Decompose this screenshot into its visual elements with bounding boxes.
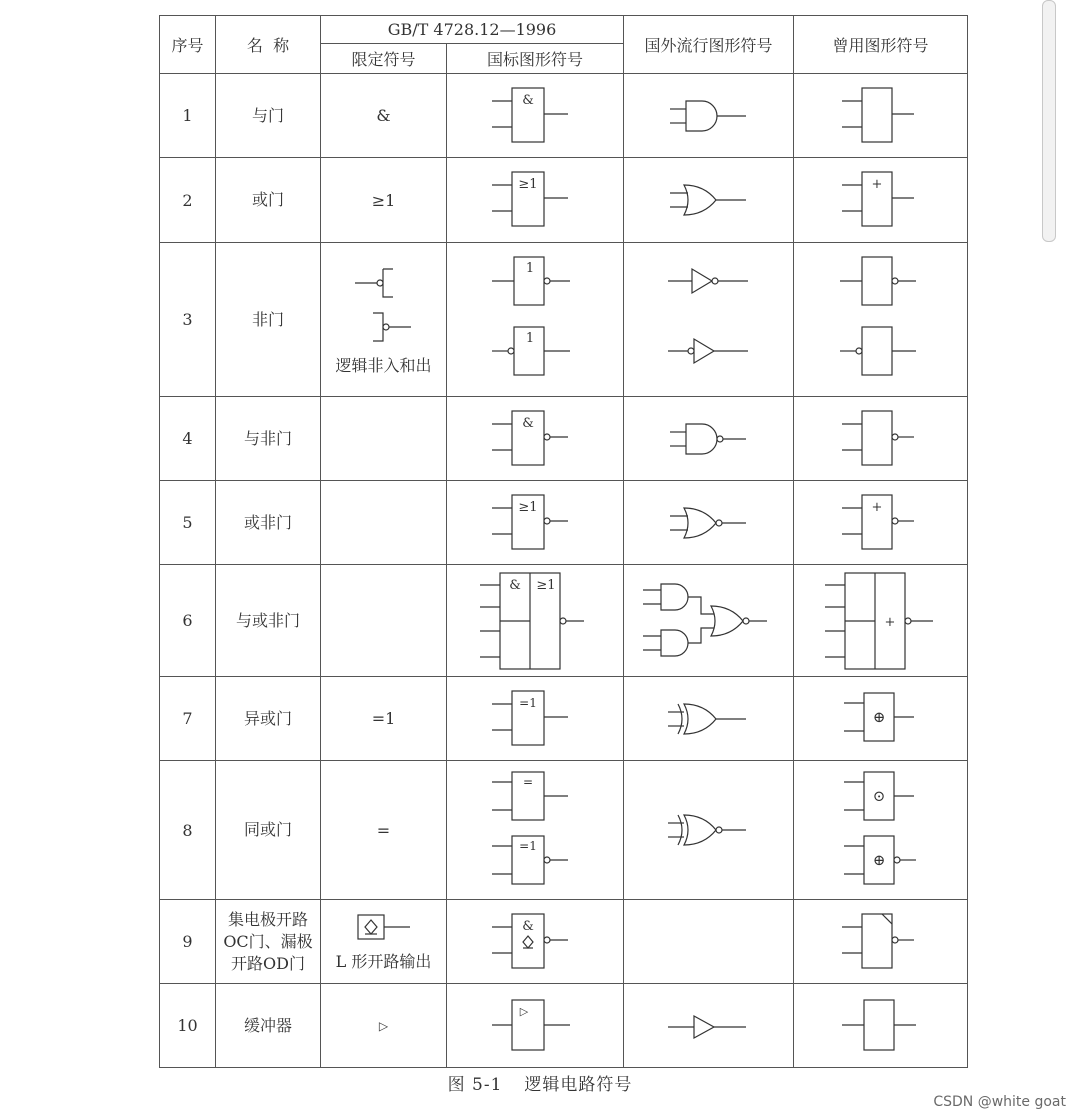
gb-label: &: [522, 92, 534, 108]
row-name: 缓冲器: [216, 984, 321, 1068]
old-label: +: [884, 614, 895, 630]
foreign-xnor-gate-symbol: [624, 761, 794, 900]
row-name: 与门: [216, 74, 321, 158]
gb-nor-gate-symbol: [447, 481, 624, 565]
old-label: ⊙: [872, 787, 885, 805]
header-national-symbol: 国标图形符号: [447, 44, 624, 74]
qualifier-symbol: [321, 565, 447, 677]
row-number: 5: [160, 481, 216, 565]
gb-label: ≥1: [518, 499, 538, 515]
figure-title: 逻辑电路符号: [524, 1075, 633, 1095]
old-xor-gate-symbol: [794, 677, 968, 761]
foreign-buffer-symbol: [624, 984, 794, 1068]
row-number: 1: [160, 74, 216, 158]
qualifier-symbol: ≥1: [321, 158, 447, 243]
foreign-and-gate-symbol: [624, 74, 794, 158]
old-not-gate-symbol: [794, 243, 968, 397]
table-row: [160, 761, 968, 900]
foreign-nor-gate-symbol: [624, 481, 794, 565]
gb-xor-gate-symbol: [447, 677, 624, 761]
gb-label: ≥1: [518, 177, 538, 192]
table-row: [160, 158, 968, 243]
row-number: 7: [160, 677, 216, 761]
old-buffer-symbol: [794, 984, 968, 1068]
table-row: [160, 900, 968, 984]
gb-buffer-symbol: [447, 984, 624, 1068]
gb-label: =1: [519, 695, 537, 710]
scrollbar-thumb[interactable]: [1042, 0, 1056, 242]
table-row: [160, 677, 968, 761]
row-name: 非门: [216, 243, 321, 397]
watermark: CSDN @white goat: [933, 1094, 1066, 1110]
table-row: [160, 481, 968, 565]
table-row: [160, 984, 968, 1068]
gb-aoi-gate-symbol: [447, 565, 624, 677]
foreign-xor-gate-symbol: [624, 677, 794, 761]
header-old-symbol: 曾用图形符号: [794, 16, 968, 74]
table-row: [160, 243, 968, 397]
row-name: 或门: [216, 158, 321, 243]
row-number: 3: [160, 243, 216, 397]
foreign-aoi-gate-symbol: [624, 565, 794, 677]
old-label-2: ⊕: [872, 851, 885, 869]
qualifier-symbol: [321, 397, 447, 481]
figure-caption: [0, 1070, 1080, 1095]
qualifier-text: 逻辑非入和出: [335, 356, 432, 375]
gb-label: =: [522, 775, 534, 789]
qualifier-text: L 形开路输出: [335, 952, 432, 971]
old-and-gate-symbol: [794, 74, 968, 158]
gb-label-2: =1: [519, 839, 537, 853]
row-number: 8: [160, 761, 216, 900]
header-num: 序号: [160, 16, 216, 74]
old-or-gate-symbol: [794, 158, 968, 243]
gb-oc-gate-symbol: [447, 900, 624, 984]
header-qualifier: 限定符号: [321, 44, 447, 74]
old-xnor-gate-symbol: [794, 761, 968, 900]
gb-label-2: ≥1: [536, 577, 556, 593]
foreign-nand-gate-symbol: [624, 397, 794, 481]
gb-not-gate-symbol: [447, 243, 624, 397]
row-name: 与或非门: [216, 565, 321, 677]
foreign-or-gate-symbol: [624, 158, 794, 243]
gb-label: &: [509, 577, 521, 593]
header-foreign-symbol: 国外流行图形符号: [624, 16, 794, 74]
row-name: 或非门: [216, 481, 321, 565]
row-name-line: 集电极开路: [227, 909, 308, 929]
old-aoi-gate-symbol: [794, 565, 968, 677]
old-nand-gate-symbol: [794, 397, 968, 481]
qualifier-cell: [321, 900, 447, 984]
old-nor-gate-symbol: [794, 481, 968, 565]
row-number: 6: [160, 565, 216, 677]
row-name: 异或门: [216, 677, 321, 761]
row-name: [216, 900, 321, 984]
row-number: 4: [160, 397, 216, 481]
qualifier-symbol: =1: [321, 677, 447, 761]
gb-label: 1: [525, 260, 535, 276]
gb-and-gate-symbol: [447, 74, 624, 158]
gb-label-2: 1: [525, 330, 535, 346]
logic-symbol-table: [159, 15, 968, 1068]
row-number: 10: [160, 984, 216, 1068]
foreign-not-gate-symbol: [624, 243, 794, 397]
qualifier-cell: [321, 243, 447, 397]
gb-or-gate-symbol: [447, 158, 624, 243]
row-name: 与非门: [216, 397, 321, 481]
gb-label: &: [522, 918, 534, 934]
old-label: ⊕: [872, 707, 885, 726]
qualifier-symbol: [321, 481, 447, 565]
table-row: [160, 397, 968, 481]
gb-label: ▷: [519, 1004, 529, 1018]
header-gb-standard: GB/T 4728.12—1996: [321, 16, 624, 44]
row-name-line: OC门、漏极: [223, 931, 313, 951]
figure-number: 图 5-1: [447, 1075, 503, 1095]
header-row: [160, 16, 968, 44]
foreign-oc-gate-symbol-empty: [624, 900, 794, 984]
header-name: 名 称: [216, 16, 321, 74]
gb-nand-gate-symbol: [447, 397, 624, 481]
row-name-line: 开路OD门: [231, 953, 305, 973]
table-row: [160, 565, 968, 677]
table-row: [160, 74, 968, 158]
old-label: +: [871, 177, 882, 192]
row-name: 同或门: [216, 761, 321, 900]
gb-xnor-gate-symbol: [447, 761, 624, 900]
gb-label: &: [522, 415, 534, 431]
qualifier-symbol: ▷: [321, 984, 447, 1068]
open-output-symbol: [344, 911, 424, 945]
old-label: +: [871, 499, 882, 515]
old-oc-gate-symbol: [794, 900, 968, 984]
qualifier-symbol: &: [321, 74, 447, 158]
row-number: 2: [160, 158, 216, 243]
logic-negation-symbol: [339, 263, 429, 347]
qualifier-symbol: =: [321, 761, 447, 900]
row-number: 9: [160, 900, 216, 984]
